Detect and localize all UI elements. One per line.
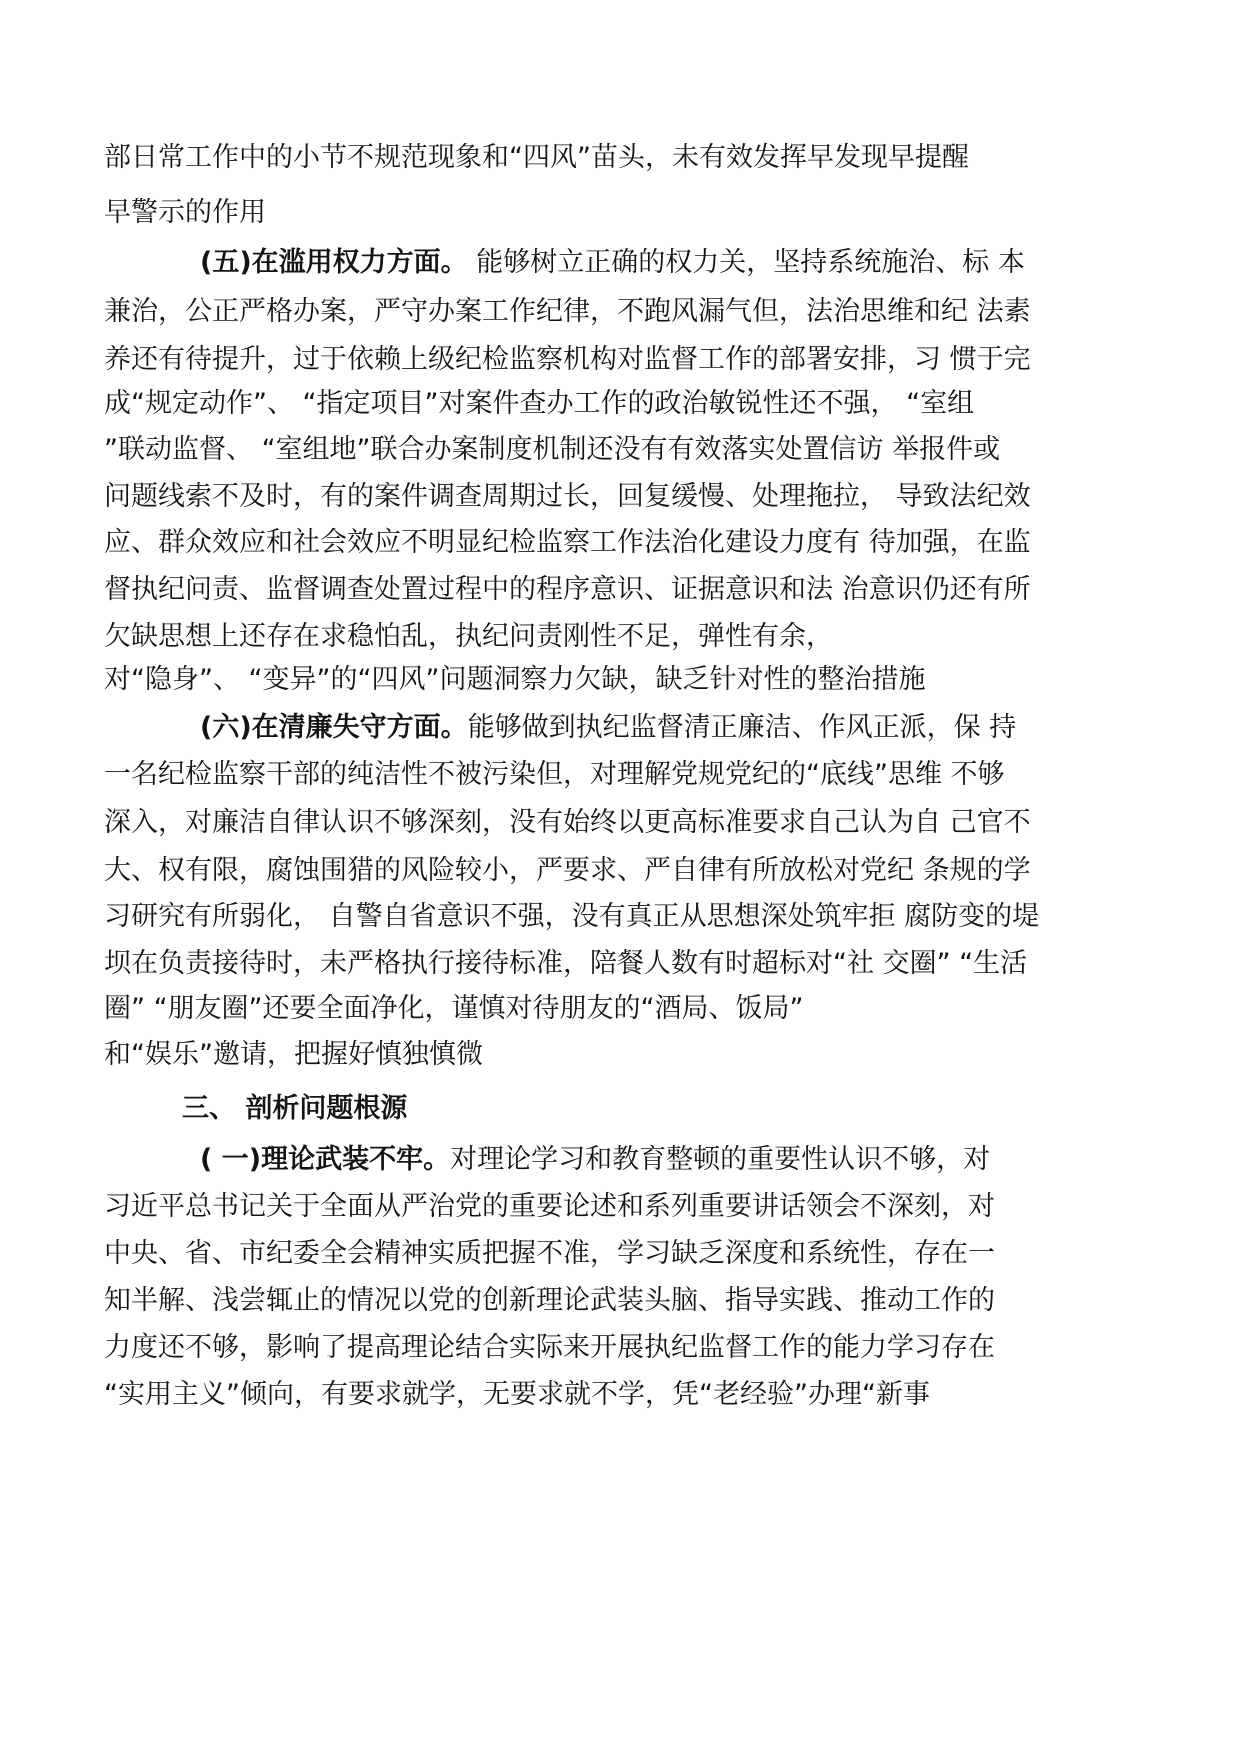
text-line: 督执纪问责、监督调查处置过程中的程序意识、证据意识和法 治意识仍还有所	[104, 574, 1031, 605]
text-line: 养还有待提升，过于依赖上级纪检监察机构对监督工作的部署安排，习 惯于完	[104, 344, 1031, 375]
text-line: 大、权有限，腐蚀围猎的风险较小，严要求、严自律有所放松对党纪 条规的学	[104, 855, 1031, 886]
section-5-heading: (五)在滥用权力方面。	[200, 247, 468, 278]
text-line: 应、群众效应和社会效应不明显纪检监察工作法治化建设力度有 待加强，在监	[104, 527, 1031, 558]
text-line: 圈” “朋友圈”还要全面净化，谨慎对待朋友的“酒局、饭局”	[104, 993, 804, 1024]
text-line: 兼治，公正严格办案，严守办案工作纪律，不跑风漏气但，法治思维和纪 法素	[104, 296, 1031, 327]
text-line: “实用主义”倾向，有要求就学，无要求就不学，凭“老经验”办理“新事	[104, 1379, 930, 1410]
text-line: 和“娱乐”邀请，把握好慎独慎微	[104, 1039, 483, 1070]
text-line: 欠缺思想上还存在求稳怕乱，执纪问责刚性不足，弹性有余，	[104, 621, 833, 652]
text-line: 部日常工作中的小节不规范现象和“四风”苗头，未有效发挥早发现早提醒	[104, 142, 969, 173]
text-line: 早警示的作用	[104, 197, 266, 228]
chapter-3-heading-line	[182, 1089, 407, 1129]
subsection-1-heading-line: ( 一)理论武装不牢。对理论学习和教育整顿的重要性认识不够，对	[200, 1144, 991, 1175]
text-line: 问题线索不及时，有的案件调查周期过长，回复缓慢、处理拖拉， 导致法纪效	[104, 481, 1031, 512]
text-line: 知半解、浅尝辄止的情况以党的创新理论武装头脑、指导实践、推动工作的	[104, 1285, 995, 1316]
subsection-1-heading: ( 一)理论武装不牢。	[200, 1144, 451, 1175]
text-line: 习近平总书记关于全面从严治党的重要论述和系列重要讲话领会不深刻，对	[104, 1191, 995, 1222]
text-line: 一名纪检监察干部的纯洁性不被污染但，对理解党规党纪的“底线”思维 不够	[104, 759, 1005, 790]
text-line: 对“隐身”、 “变异”的“四风”问题洞察力欠缺，缺乏针对性的整治措施	[104, 664, 926, 695]
text-line: 成“规定动作”、 “指定项目”对案件查办工作的政治敏锐性还不强， “室组	[104, 388, 975, 419]
text-line: ”联动监督、 “室组地”联合办案制度机制还没有有效落实处置信访 举报件或	[104, 434, 1001, 465]
section-6-heading-line: (六)在清廉失守方面。能够做到执纪监督清正廉洁、作风正派，保 持	[200, 712, 1017, 743]
text-line: 习研究有所弱化， 自警自省意识不强，没有真正从思想深处筑牢拒 腐防变的堤	[104, 901, 1040, 932]
text-line: 中央、省、市纪委全会精神实质把握不准，学习缺乏深度和系统性，存在一	[104, 1238, 995, 1269]
section-5-heading-line: (五)在滥用权力方面。 能够树立正确的权力关，坚持系统施治、标 本	[200, 247, 1025, 278]
section-6-heading: (六)在清廉失守方面。	[200, 712, 468, 743]
text-line: 力度还不够，影响了提高理论结合实际来开展执纪监督工作的能力学习存在	[104, 1332, 995, 1363]
text-line: 深入，对廉洁自律认识不够深刻，没有始终以更高标准要求自己认为自 己官不	[104, 807, 1031, 838]
chapter-3-heading: 三、 剖析问题根源	[182, 1093, 408, 1124]
text-line: 坝在负责接待时，未严格执行接待标准，陪餐人数有时超标对“社 交圈” “生活	[104, 948, 1028, 979]
